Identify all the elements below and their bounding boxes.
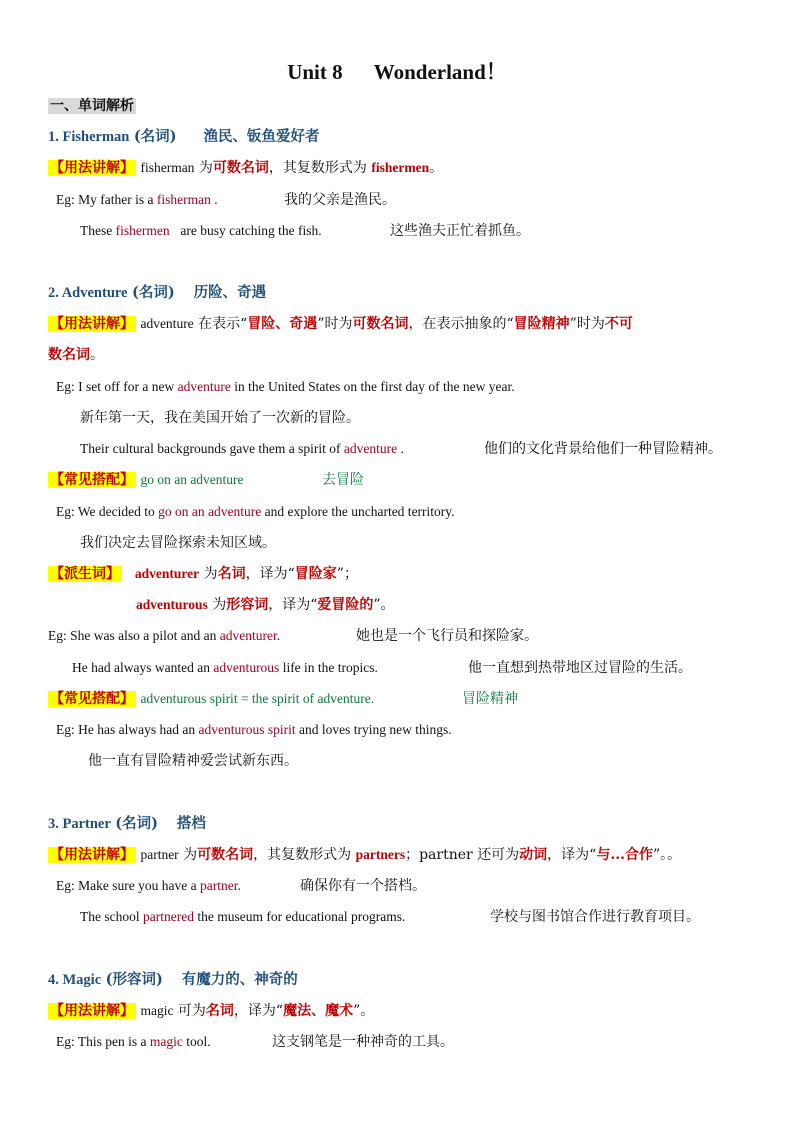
example-translation: 她也是一个飞行员和探险家。 [356, 628, 538, 644]
example-translation: 他一直有冒险精神爱尝试新东西。 [88, 753, 298, 769]
example-translation: 我的父亲是渔民。 [284, 192, 396, 208]
derivative-line: adventurous 为形容词，译为“爱冒险的”。 [136, 597, 395, 613]
example-line: The school partnered the museum for educational programs. [80, 909, 406, 924]
word-meaning: 渔民、钣鱼爱好者 [203, 128, 320, 145]
example-line: Eg: He has always had an adventurous spirit and loves trying new things. [56, 722, 452, 737]
word-heading-fisherman [48, 127, 319, 147]
example-translation: 他们的文化背景给他们一种冒险精神。 [484, 441, 722, 457]
example-translation: 确保你有一个搭档。 [300, 878, 426, 894]
example-translation: 新年第一天，我在美国开始了一次新的冒险。 [80, 410, 360, 426]
collocation-line: 【常见搭配】 adventurous spirit = the spirit of adventure. [50, 691, 375, 707]
word-heading-adventure: 2. Adventure (名词) 历险、奇遇 [48, 284, 267, 301]
word-title: 1. Fisherman [48, 129, 130, 145]
example-line: Eg: I set off for a new adventure in the United States on the first day of the new year. [56, 379, 515, 394]
usage-line-magic: 【用法讲解】 magic 可为名词，译为“魔法、魔术”。 [50, 1003, 375, 1019]
usage-line-fisherman: 【用法讲解】 fisherman 为可数名词，其复数形式为 fishermen。 [50, 160, 444, 176]
example-line: Eg: Make sure you have a partner. [56, 878, 241, 893]
usage-line-adventure-cont: 数名词。 [48, 347, 104, 363]
section-heading [48, 96, 136, 116]
section-heading-label: 一、单词解析 [50, 98, 134, 114]
usage-tag: 【用法讲解】 [50, 160, 134, 176]
collocation-translation: 冒险精神 [462, 691, 518, 707]
example-line: These fishermen are busy catching the fish. [80, 223, 322, 238]
example-translation: 学校与图书馆合作进行教育项目。 [490, 909, 700, 925]
word-pos: (名词) [133, 128, 177, 145]
usage-line-adventure: 【用法讲解】 adventure 在表示“冒险、奇遇”时为可数名词，在表示抽象的“冒险精神”时为不可 [50, 316, 633, 332]
example-line: Eg: She was also a pilot and an adventurer. [48, 628, 281, 643]
derivative-line: 【派生词】 adventurer 为名词，译为“冒险家”； [50, 566, 358, 582]
example-line: Their cultural backgrounds gave them a spirit of adventure . [80, 441, 404, 456]
example-line: He had always wanted an adventurous life in the tropics. [72, 660, 378, 675]
example-line: Eg: This pen is a magic tool. [56, 1034, 211, 1049]
example-line: Eg: My father is a fisherman . [56, 192, 218, 207]
collocation-translation: 去冒险 [322, 472, 364, 488]
word-heading-partner: 3. Partner (名词) 搭档 [48, 815, 206, 832]
page-title: Unit 8 Wonderland！ [287, 60, 507, 84]
usage-line-partner: 【用法讲解】 partner 为可数名词，其复数形式为 partners；partner 还可为动词，译为“与...合作”。。 [50, 847, 682, 863]
example-translation: 这支钢笔是一种神奇的工具。 [272, 1034, 454, 1050]
example-line: Eg: We decided to go on an adventure and explore the uncharted territory. [56, 504, 455, 519]
example-translation: 这些渔夫正忙着抓鱼。 [390, 223, 530, 239]
word-heading-magic: 4. Magic (形容词) 有魔力的、神奇的 [48, 971, 298, 988]
example-translation: 我们决定去冒险探索未知区域。 [80, 535, 276, 551]
example-translation: 他一直想到热带地区过冒险的生活。 [468, 660, 692, 676]
collocation-line: 【常见搭配】 go on an adventure [50, 472, 244, 488]
